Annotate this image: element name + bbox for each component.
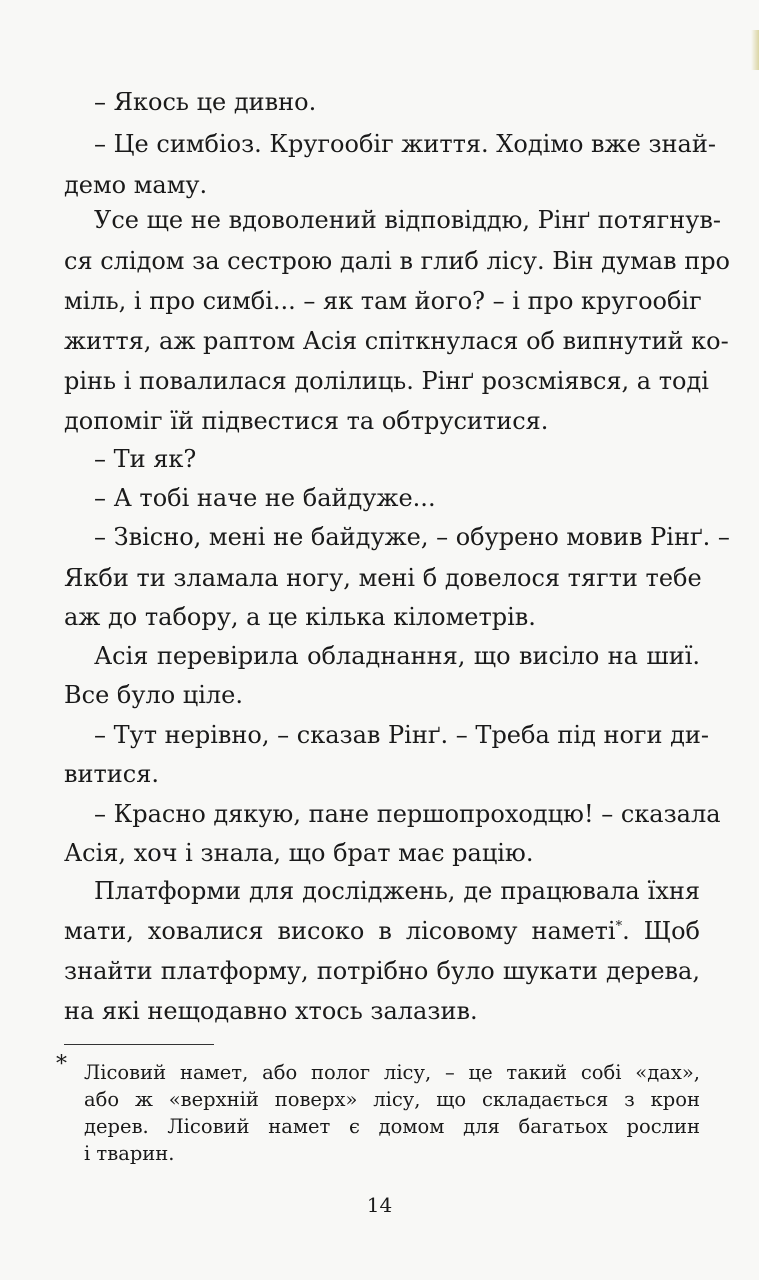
- text-fragment: . Щоб: [622, 917, 700, 945]
- footnote-reference: *: [615, 919, 623, 934]
- text-line: знайти платформу, потрібно було шукати дерева,: [64, 957, 700, 985]
- text-line: – Це симбіоз. Кругообіг життя. Ходімо вже знай-: [94, 130, 716, 158]
- text-line: витися.: [64, 760, 159, 788]
- text-line: Асія перевірила обладнання, що висіло на шиї.: [94, 642, 700, 670]
- text-line: – А тобі наче не байдуже...: [94, 484, 436, 512]
- footnote-line: або ж «верхній поверх» лісу, що складається з крон: [84, 1088, 700, 1111]
- footnote-line: дерев. Лісовий намет є домом для багатьох рослин: [84, 1115, 700, 1138]
- text-fragment: мати, ховалися високо в лісовому наметі: [64, 917, 616, 945]
- footnote-marker: *: [56, 1052, 67, 1077]
- text-line: на які нещодавно хтось залазив.: [64, 997, 478, 1025]
- text-line: Асія, хоч і знала, що брат має рацію.: [64, 839, 534, 867]
- footnote-divider: [64, 1044, 214, 1045]
- text-line: ся слідом за сестрою далі в глиб лісу. Він думав про: [64, 247, 730, 275]
- text-line: Платформи для досліджень, де працювала їхня: [94, 877, 700, 905]
- page-edge-shadow: [751, 30, 759, 70]
- text-line: – Ти як?: [94, 445, 197, 473]
- text-line: Усе ще не вдоволений відповіддю, Рінґ потягнув-: [94, 206, 721, 234]
- page-number: 14: [366, 1193, 393, 1217]
- text-line: Якби ти зламала ногу, мені б довелося тягти тебе: [64, 564, 702, 592]
- text-line: – Тут нерівно, – сказав Рінґ. – Треба під ноги ди-: [94, 721, 709, 749]
- text-line: демо маму.: [64, 171, 208, 199]
- text-line: допоміг їй підвестися та обтруситися.: [64, 407, 549, 435]
- text-line: – Звісно, мені не байдуже, – обурено мовив Рінґ. –: [94, 523, 730, 551]
- text-line-with-footnote-ref: [64, 913, 700, 949]
- text-line: аж до табору, а це кілька кілометрів.: [64, 603, 536, 631]
- footnote-line: і тварин.: [84, 1142, 175, 1165]
- text-line: Все було ціле.: [64, 681, 243, 709]
- footnote-line: Лісовий намет, або полог лісу, – це такий собі «дах»,: [84, 1061, 700, 1084]
- text-line: рінь і повалилася долілиць. Рінґ розсміявся, а тоді: [64, 367, 709, 395]
- text-line: життя, аж раптом Асія спіткнулася об випнутий ко-: [64, 327, 729, 355]
- text-line: міль, і про симбі... – як там його? – і про кругообіг: [64, 287, 702, 315]
- text-line: – Красно дякую, пане першопроходцю! – сказала: [94, 800, 721, 828]
- text-line: – Якось це дивно.: [94, 88, 317, 116]
